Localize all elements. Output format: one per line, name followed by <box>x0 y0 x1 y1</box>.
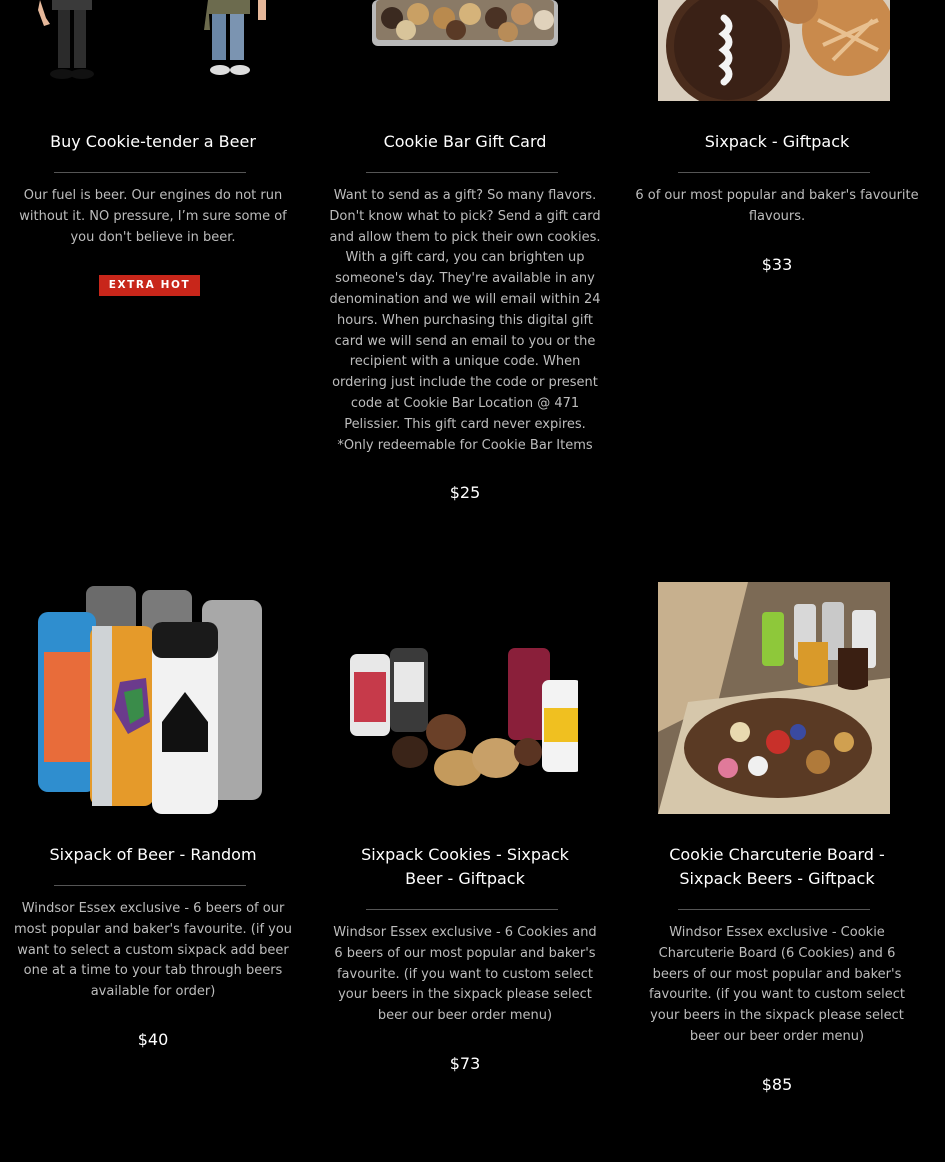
product-description: Windsor Essex exclusive - 6 Cookies and 6 beers of our most popular and baker's favourite. (if you want to custom select your beers in the sixpack please select beer our beer order menu) <box>333 925 597 1024</box>
extra-hot-badge: EXTRA HOT <box>99 275 200 296</box>
product-title[interactable]: Buy Cookie-tender a Beer <box>50 132 256 151</box>
title-divider <box>54 172 246 173</box>
title-divider <box>366 909 558 910</box>
product-card[interactable] <box>621 0 933 300</box>
beer-cans-image[interactable] <box>34 582 266 814</box>
product-card[interactable] <box>0 0 309 320</box>
product-description: Windsor Essex exclusive - Cookie Charcuterie Board (6 Cookies) and 6 beers of our most popular and baker's favourite. (if you want to custom select your beers in the sixpack please select beer our beer order menu) <box>648 925 906 1044</box>
product-title[interactable]: Sixpack of Beer - Random <box>49 845 257 864</box>
product-description: Want to send as a gift? So many flavors. Don't know what to pick? Send a gift card and allow them to pick their own cookies. With a gift card, you can brighten up someone's day. They're available in any denomination and we will email within 24 hours. When purchasing this digital gift card we will send an email to you or the recipient with a unique code. When ordering just include the code or present code at Cookie Bar Location @ 471 Pelissier. This gift card never expires. *Only redeemable for Cookie Bar Items <box>329 188 601 453</box>
cookie-box-image[interactable] <box>658 0 890 101</box>
product-price: $25 <box>449 483 481 502</box>
product-title[interactable]: Cookie Bar Gift Card <box>383 132 547 151</box>
title-divider <box>54 885 246 886</box>
cartoon-characters-image[interactable] <box>34 0 266 90</box>
product-price: $85 <box>761 1075 793 1094</box>
product-card[interactable] <box>309 582 621 1082</box>
title-divider <box>366 172 558 173</box>
product-card[interactable] <box>621 582 933 1102</box>
title-divider <box>678 909 870 910</box>
product-price: $73 <box>449 1054 481 1073</box>
title-divider <box>678 172 870 173</box>
charcuterie-board-image[interactable] <box>658 582 890 814</box>
product-title[interactable]: Cookie Charcuterie Board - Sixpack Beers - Giftpack <box>669 845 885 888</box>
product-title[interactable]: Sixpack Cookies - Sixpack Beer - Giftpack <box>361 845 569 888</box>
product-price: $33 <box>761 255 793 274</box>
product-description: 6 of our most popular and baker's favourite flavours. <box>635 188 919 224</box>
product-title[interactable]: Sixpack - Giftpack <box>704 132 850 151</box>
product-price: $40 <box>137 1030 169 1049</box>
product-description: Windsor Essex exclusive - 6 beers of our most popular and baker's favourite. (if you want to select a custom sixpack add beer one at a time to your tab through beers available for order) <box>13 901 293 1000</box>
cans-and-cookies-image[interactable] <box>346 582 578 814</box>
cookie-tray-image[interactable] <box>346 0 578 48</box>
product-description: Our fuel is beer. Our engines do not run without it. NO pressure, I’m sure some of you don't believe in beer. <box>19 188 287 245</box>
product-card[interactable] <box>309 0 621 520</box>
product-card[interactable] <box>0 582 309 1062</box>
